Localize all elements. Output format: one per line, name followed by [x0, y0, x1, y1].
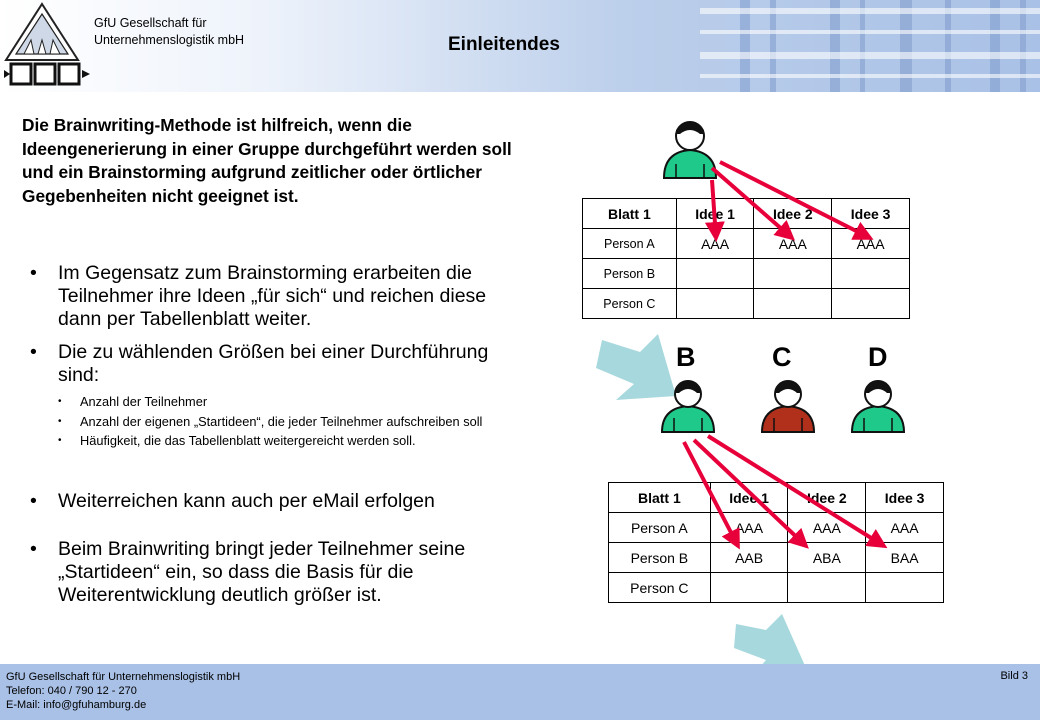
- table-header: Blatt 1: [609, 483, 711, 513]
- red-arrow: [708, 436, 884, 546]
- footer-band: [0, 664, 1040, 720]
- table-cell: Person C: [583, 289, 677, 319]
- page-number: Bild 3: [1000, 670, 1028, 682]
- footer-contact: [6, 670, 240, 712]
- table-cell: ABA: [788, 543, 866, 573]
- sub-bullet-item: • Häufigkeit, die das Tabellenblatt weitergereicht werden soll.: [58, 434, 530, 449]
- table-cell: Person A: [583, 229, 677, 259]
- table-cell: AAA: [754, 229, 832, 259]
- table-cell: BAA: [866, 543, 944, 573]
- bullet-item: • Im Gegensatz zum Brainstorming erarbeiten die Teilnehmer ihre Ideen „für sich“ und reichen diese dann per Tabellenblatt weiter.: [30, 262, 530, 331]
- person-label-b: B: [676, 342, 696, 372]
- table-cell: Person B: [583, 259, 677, 289]
- table-cell: AAA: [788, 513, 866, 543]
- slide-title: Einleitendes: [448, 34, 560, 55]
- sub-bullet-item: • Anzahl der Teilnehmer: [58, 395, 530, 410]
- table-cell: Person A: [609, 513, 711, 543]
- table-header: Idee 2: [788, 483, 866, 513]
- table-header: Idee 1: [710, 483, 788, 513]
- footer-email: E-Mail: info@gfuhamburg.de: [6, 699, 147, 711]
- person-label-d: D: [868, 342, 888, 372]
- footer-phone: Telefon: 040 / 790 12 - 270: [6, 685, 137, 697]
- table-cell: AAA: [676, 229, 754, 259]
- company-name-line1: GfU Gesellschaft für: [94, 16, 207, 30]
- table-header: Idee 3: [832, 199, 910, 229]
- table-header: Idee 1: [676, 199, 754, 229]
- table-header: Idee 3: [866, 483, 944, 513]
- intro-paragraph: Die Brainwriting-Methode ist hilfreich, wenn die Ideengenerierung in einer Gruppe durchgeführt werden soll und ein Brainstorming aufgrund zeitlicher oder örtlicher Gegebenheiten nicht geeignet ist.: [22, 115, 512, 206]
- red-arrow: [720, 162, 870, 238]
- bullet-text: Die zu wählenden Größen bei einer Durchführung sind:: [58, 341, 489, 386]
- table-cell: Person C: [609, 573, 711, 603]
- sub-bullet-item: • Anzahl der eigenen „Startideen“, die jeder Teilnehmer aufschreiben soll: [58, 415, 530, 430]
- bullet-item: • Beim Brainwriting bringt jeder Teilnehmer seine „Startideen“ ein, so dass die Basis für die Weiterentwicklung deutlich größer ist.: [30, 538, 530, 607]
- table-cell: AAA: [866, 513, 944, 543]
- footer-company: GfU Gesellschaft für Unternehmenslogistik mbH: [6, 671, 241, 683]
- red-arrow: [712, 180, 716, 238]
- bullet-item: • Weiterreichen kann auch per eMail erfolgen: [30, 490, 530, 513]
- person-label-c: C: [772, 342, 792, 372]
- table-header: Blatt 1: [583, 199, 677, 229]
- table-cell: AAB: [710, 543, 788, 573]
- table-cell: AAA: [832, 229, 910, 259]
- company-name-line2: Unternehmenslogistik mbH: [94, 33, 245, 47]
- table-cell: AAA: [710, 513, 788, 543]
- table-header: Idee 2: [754, 199, 832, 229]
- table-cell: Person B: [609, 543, 711, 573]
